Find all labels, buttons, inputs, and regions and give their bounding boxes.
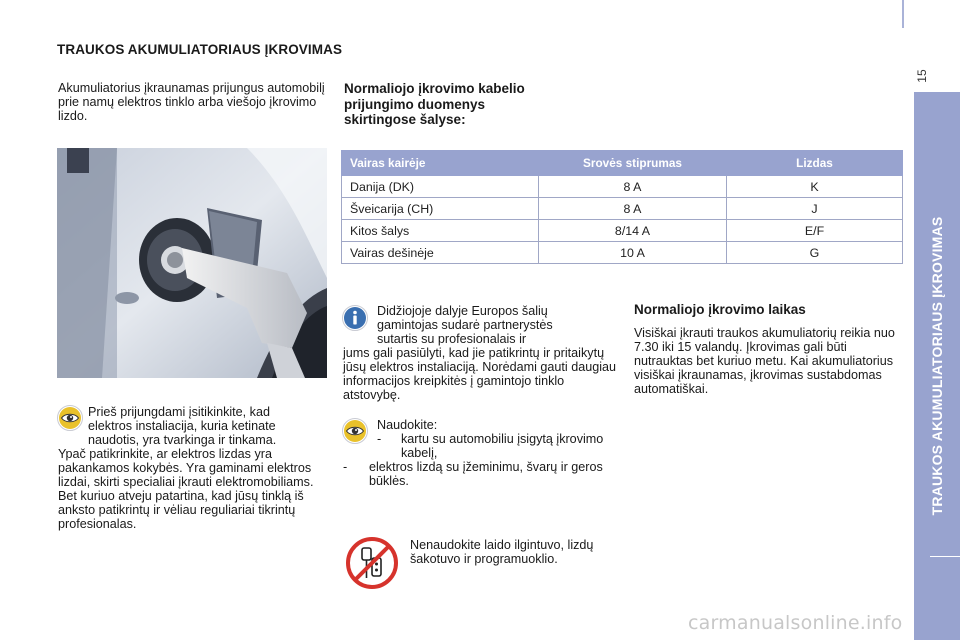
prohibited-adapter-icon bbox=[345, 536, 399, 590]
watermark: carmanualsonline.info bbox=[688, 612, 903, 634]
table-cell: J bbox=[727, 198, 903, 220]
info-note-body: jums gali pasiūlyti, kad jie patikrintų ir pritaikytų jūsų elektros instaliaciją. Norėdami gauti daugiau informacijos kreipkitės į gamintojo tinklo atstovybę. bbox=[343, 346, 617, 402]
usage-note-bullet bbox=[343, 460, 623, 488]
charging-cable-table bbox=[341, 150, 903, 264]
bullet-text: kartu su automobiliu įsigytą įkrovimo kabelį, bbox=[401, 432, 604, 460]
table-title-line: skirtingose šalyse: bbox=[344, 112, 466, 127]
table-header-row bbox=[342, 151, 903, 176]
check-note-line: elektros instaliacija, kuria ketinate bbox=[88, 419, 276, 433]
table-cell: Vairas dešinėje bbox=[342, 242, 539, 264]
info-note-line: Didžiojoje dalyje Europos šalių bbox=[377, 304, 548, 318]
info-note-line: sutartis su profesionalais ir bbox=[377, 332, 527, 346]
check-note-line: Prieš prijungdami įsitikinkite, kad bbox=[88, 405, 270, 419]
info-note-line: gamintojas sudarė partnerystės bbox=[377, 318, 553, 332]
table-cell: E/F bbox=[727, 220, 903, 242]
page-heading: TRAUKOS AKUMULIATORIAUS ĮKROVIMAS bbox=[57, 42, 343, 57]
column-header-current: Srovės stiprumas bbox=[539, 151, 727, 176]
table-cell: Danija (DK) bbox=[342, 176, 539, 198]
sidebar-bottom-line bbox=[930, 556, 960, 557]
table-row bbox=[342, 242, 903, 264]
table-cell: 8 A bbox=[539, 176, 727, 198]
bullet-dash: - bbox=[377, 432, 382, 446]
page-number: 15 bbox=[915, 69, 929, 83]
charge-time-title: Normaliojo įkrovimo laikas bbox=[634, 302, 806, 317]
check-note-body: Ypač patikrinkite, ar elektros lizdas yra pakankamos kokybės. Yra gaminami elektros lizdai, skirti specialiai įkrauti elektromobiliams. Bet kuriuo atveju patartina, kad jūsų tinklą iš anksto patikrintų ir vėliau reguliariai tikrintų profesionalas. bbox=[58, 447, 314, 531]
check-note-line: naudotis, yra tvarkinga ir tinkama. bbox=[88, 433, 277, 447]
intro-paragraph: Akumuliatorius įkraunamas prijungus automobilį prie namų elektros tinklo arba viešojo įkrovimo lizdo. bbox=[58, 81, 325, 123]
charge-time-text: Visiškai įkrauti traukos akumuliatorių reikia nuo 7.30 iki 15 valandų. Įkrovimas gali būti nutrauktas bet kuriuo metu. Kai akumuliatorius visiškai įkraunamas, įkrovimas sustabdomas automatiškai. bbox=[634, 326, 895, 396]
charging-socket-photo bbox=[57, 148, 327, 378]
table-cell: Kitos šalys bbox=[342, 220, 539, 242]
chapter-sidebar bbox=[914, 92, 960, 640]
table-row bbox=[342, 176, 903, 198]
table-cell: 8 A bbox=[539, 198, 727, 220]
table-row bbox=[342, 220, 903, 242]
column-header-socket: Lizdas bbox=[727, 151, 903, 176]
table-cell: G bbox=[727, 242, 903, 264]
column-header-steering: Vairas kairėje bbox=[342, 151, 539, 176]
usage-note bbox=[343, 418, 623, 488]
usage-note-intro: Naudokite: bbox=[377, 418, 438, 432]
table-cell: 8/14 A bbox=[539, 220, 727, 242]
table-title-line: prijungimo duomenys bbox=[344, 96, 486, 112]
table-title-line: Normaliojo įkrovimo kabelio bbox=[344, 81, 525, 96]
check-installation-note bbox=[58, 405, 328, 531]
sidebar-chapter-title: TRAUKOS AKUMULIATORIAUS ĮKROVIMAS bbox=[929, 216, 945, 516]
table-row bbox=[342, 198, 903, 220]
info-note bbox=[343, 304, 618, 402]
bullet-text: elektros lizdą su įžeminimu, švarų ir geros būklės. bbox=[369, 460, 603, 488]
usage-note-bullet bbox=[343, 432, 623, 460]
table-cell: K bbox=[727, 176, 903, 198]
table-cell: 10 A bbox=[539, 242, 727, 264]
no-adapter-note: Nenaudokite laido ilgintuvo, lizdų šakotuvo ir programuoklio. bbox=[410, 538, 594, 566]
table-cell: Šveicarija (CH) bbox=[342, 198, 539, 220]
table-title bbox=[344, 81, 624, 128]
bullet-dash: - bbox=[343, 460, 348, 474]
page-top-line bbox=[902, 0, 904, 28]
